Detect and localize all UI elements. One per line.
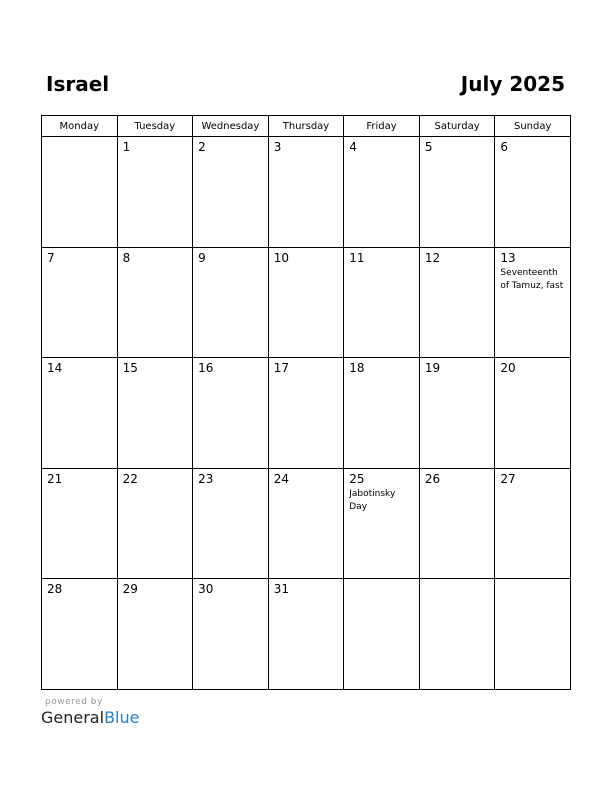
day-number: 8	[122, 250, 131, 265]
day-number: 25	[349, 471, 365, 486]
day-number: 19	[424, 361, 441, 375]
day-number: 18	[349, 361, 365, 375]
day-cell	[344, 247, 420, 358]
day-number: 27	[500, 471, 516, 486]
week-row	[42, 358, 571, 469]
day-cell	[42, 247, 118, 358]
day-number: 1	[122, 140, 131, 154]
brand-general: General	[41, 708, 105, 727]
day-cell	[117, 137, 193, 248]
day-cell	[268, 579, 344, 690]
day-cell	[419, 468, 495, 579]
day-cell	[344, 468, 420, 579]
week-row	[42, 137, 571, 248]
day-number: 14	[47, 361, 63, 375]
weekday-header: Monday	[42, 116, 118, 137]
day-cell	[193, 137, 269, 248]
day-cell	[344, 137, 420, 248]
day-cell	[268, 468, 344, 579]
day-number: 22	[122, 471, 138, 486]
day-number: 9	[198, 250, 206, 265]
day-number: 4	[349, 140, 357, 154]
weekday-header: Saturday	[419, 116, 495, 137]
weekday-header: Sunday	[495, 116, 571, 137]
day-cell	[419, 579, 495, 690]
day-cell	[268, 137, 344, 248]
day-number: 23	[198, 471, 214, 486]
day-cell	[495, 468, 571, 579]
day-number: 11	[349, 250, 365, 265]
weekday-header: Wednesday	[193, 116, 269, 137]
day-cell	[193, 468, 269, 579]
powered-by-text: powered by	[45, 697, 103, 707]
day-number: 20	[500, 361, 516, 375]
calendar-grid	[41, 115, 571, 690]
day-cell	[344, 579, 420, 690]
weekday-header: Friday	[344, 116, 420, 137]
week-row	[42, 468, 571, 579]
brand-blue: Blue	[104, 708, 140, 727]
day-cell	[117, 579, 193, 690]
day-number: 2	[198, 140, 206, 154]
day-number: 29	[122, 582, 138, 596]
day-number: 5	[424, 140, 433, 154]
month-title: July 2025	[460, 72, 565, 96]
day-number: 6	[500, 140, 509, 154]
day-cell	[495, 247, 571, 358]
day-number: 13	[500, 250, 516, 265]
day-cell	[419, 247, 495, 358]
day-cell	[117, 358, 193, 469]
day-cell	[117, 468, 193, 579]
holiday-label: Jabotinsky Day	[349, 488, 396, 512]
day-cell	[268, 247, 344, 358]
day-number: 12	[424, 250, 441, 265]
day-cell	[42, 137, 118, 248]
day-cell	[419, 358, 495, 469]
weekday-header-row	[42, 116, 571, 137]
day-number: 17	[273, 361, 289, 375]
weekday-header: Thursday	[268, 116, 344, 137]
day-number: 7	[47, 250, 55, 265]
day-number: 26	[424, 471, 441, 486]
day-number: 10	[273, 250, 289, 265]
day-number: 15	[122, 361, 138, 375]
day-cell	[117, 247, 193, 358]
holiday-label: Seventeenth of Tamuz, fast	[500, 267, 564, 291]
week-row	[42, 579, 571, 690]
day-cell	[495, 137, 571, 248]
brand-logo[interactable]	[41, 708, 139, 727]
day-number: 21	[47, 471, 63, 486]
day-cell	[42, 358, 118, 469]
day-cell	[193, 247, 269, 358]
weekday-header: Tuesday	[117, 116, 193, 137]
day-cell	[42, 579, 118, 690]
day-cell	[495, 358, 571, 469]
day-cell	[495, 579, 571, 690]
day-number: 3	[273, 140, 282, 154]
day-cell	[344, 358, 420, 469]
day-cell	[193, 358, 269, 469]
day-number: 31	[273, 582, 289, 596]
day-number: 16	[198, 361, 214, 375]
day-number: 24	[273, 471, 289, 486]
day-number: 30	[198, 582, 214, 596]
day-number: 28	[47, 582, 63, 596]
day-cell	[42, 468, 118, 579]
country-title: Israel	[46, 72, 110, 96]
week-row	[42, 247, 571, 358]
day-cell	[419, 137, 495, 248]
day-cell	[193, 579, 269, 690]
day-cell	[268, 358, 344, 469]
